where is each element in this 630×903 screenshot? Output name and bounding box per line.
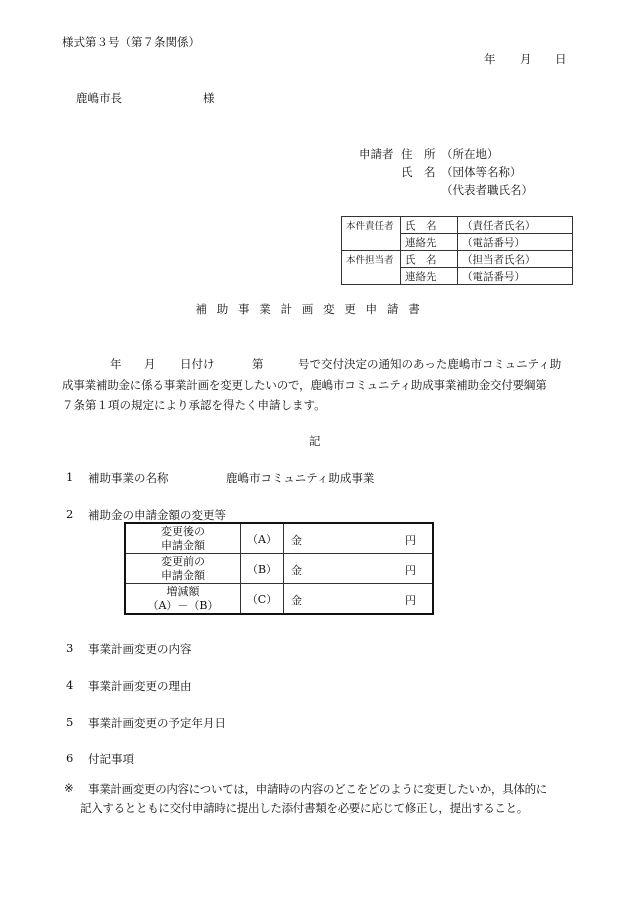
body-line1-rest: 号で交付決定の通知のあった鹿嶋市コミュニティ助 xyxy=(298,357,562,371)
body-year: 年 xyxy=(110,357,122,371)
responsible-name-label: 氏 名 xyxy=(401,217,458,234)
ki-heading: 記 xyxy=(309,434,321,448)
responsible-name-hint: （責任者氏名） xyxy=(458,217,573,234)
body-line-2: 成事業補助金に係る事業計画を変更したいので，鹿嶋市コミュニティ助成事業補助金交付要綱第 xyxy=(62,378,547,392)
body-dated: 日付け xyxy=(180,357,215,371)
applicant-address-hint: （所在地） xyxy=(441,147,499,161)
note-line-2: 記入するとともに交付申請時に提出した添付書類を必要に応じて修正し，提出すること。 xyxy=(80,801,528,815)
staff-name-hint: （担当者氏名） xyxy=(458,251,573,268)
item-3-label: 事業計画変更の内容 xyxy=(88,642,192,656)
applicant-address-label: 住 所 xyxy=(401,147,436,161)
contact-table xyxy=(341,216,573,285)
item-6-number: 6 xyxy=(66,751,74,765)
amount-row-c xyxy=(125,584,433,615)
addressee-name: 鹿嶋市長 xyxy=(76,91,122,105)
note-line-1: 事業計画変更の内容については，申請時の内容のどこをどのように変更したいか，具体的に xyxy=(88,782,547,796)
amount-c-code: （C） xyxy=(241,584,284,615)
body-dai: 第 xyxy=(252,357,264,371)
body-line-3: ７条第１項の規定により承認を得たく申請します。 xyxy=(62,398,326,412)
staff-phone-label: 連絡先 xyxy=(401,268,458,285)
applicant-name-label: 氏 名 xyxy=(401,165,436,179)
item-4-label: 事業計画変更の理由 xyxy=(88,679,192,693)
item-5-number: 5 xyxy=(66,715,74,729)
applicant-name-hint: （団体等名称） xyxy=(441,165,522,179)
addressee-honorific: 様 xyxy=(203,91,215,105)
amount-table xyxy=(124,522,434,615)
item-1-label: 補助事業の名称 xyxy=(88,471,169,485)
amount-a-code: （A） xyxy=(241,523,284,554)
responsible-phone-hint: （電話番号） xyxy=(458,234,573,251)
body-line-1 xyxy=(104,356,562,372)
responsible-role: 本件責任者 xyxy=(342,217,401,251)
item-5-label: 事業計画変更の予定年月日 xyxy=(88,716,226,730)
amount-a-value[interactable]: 金 円 xyxy=(284,523,434,554)
form-number: 様式第３号（第７条関係） xyxy=(62,35,200,49)
amount-b-value[interactable]: 金 円 xyxy=(284,554,434,584)
item-2-label: 補助金の申請金額の変更等 xyxy=(88,508,226,522)
date-day: 日 xyxy=(555,52,567,66)
date-year: 年 xyxy=(484,52,496,66)
amount-b-code: （B） xyxy=(241,554,284,584)
amount-c-value[interactable]: 金 円 xyxy=(284,584,434,615)
date-month: 月 xyxy=(520,52,532,66)
applicant-label: 申請者 xyxy=(359,147,394,161)
document-title: 補助事業計画変更申請書 xyxy=(195,302,430,316)
responsible-phone-label: 連絡先 xyxy=(401,234,458,251)
amount-row-b xyxy=(125,554,433,584)
item-4-number: 4 xyxy=(66,678,74,692)
applicant-rep-hint: （代表者職氏名） xyxy=(441,183,533,197)
note-mark: ※ xyxy=(64,781,74,795)
amount-a-label: 変更後の 申請金額 xyxy=(125,523,241,554)
amount-c-label: 増減額 （A）－（B） xyxy=(125,584,241,615)
staff-role: 本件担当者 xyxy=(342,251,401,285)
item-1-number: 1 xyxy=(66,470,74,484)
amount-row-a xyxy=(125,523,433,554)
item-2-number: 2 xyxy=(66,507,74,521)
item-6-label: 付記事項 xyxy=(88,752,134,766)
item-1-value: 鹿嶋市コミュニティ助成事業 xyxy=(226,471,375,485)
staff-phone-hint: （電話番号） xyxy=(458,268,573,285)
amount-b-label: 変更前の 申請金額 xyxy=(125,554,241,584)
staff-name-label: 氏 名 xyxy=(401,251,458,268)
body-month: 月 xyxy=(144,357,156,371)
item-3-number: 3 xyxy=(66,641,74,655)
